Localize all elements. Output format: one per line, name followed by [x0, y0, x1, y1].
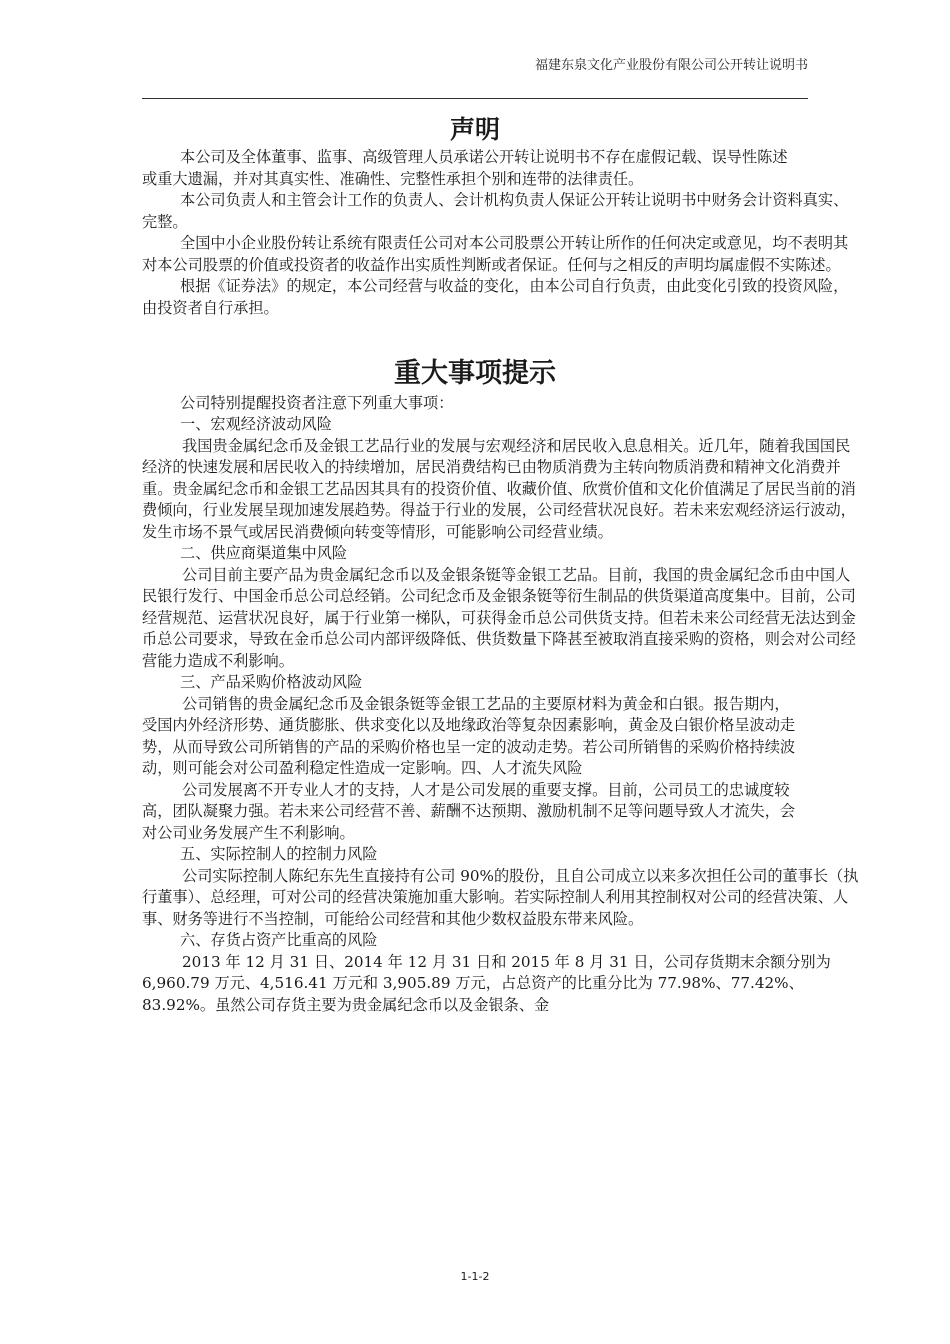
document-header: 福建东泉文化产业股份有限公司公开转让说明书: [534, 58, 808, 73]
declaration-paragraph: 本公司负责人和主管会计工作的负责人、会计机构负责人保证公开转让说明书中财务会计资料真实、完整。: [142, 191, 849, 231]
risk-paragraph: 公司发展离不开专业人才的支持，人才是公司发展的重要支撑。目前，公司员工的忠诚度较高，团队凝聚力强。若未来公司经营不善、薪酬不达预期、激励机制不足等问题导致人才流失，会对公司业务发展产生不利影响。: [142, 780, 796, 842]
declaration-paragraph: 本公司及全体董事、监事、高级管理人员承诺公开转让说明书不存在虚假记载、误导性陈述或重大遗漏，并对其真实性、准确性、完整性承担个别和连带的法律责任。: [142, 148, 788, 188]
risk-paragraph: 公司目前主要产品为贵金属纪念币以及金银条铤等金银工艺品。目前，我国的贵金属纪念币由中国人民银行发行、中国金币总公司总经销。公司纪念币及金银条铤等衍生制品的供货渠道高度集中。目前，公司经营规范、运营状况良好，属于行业第一梯队，可获得金币总公司供货支持。但若未来公司经营无法达到金币总公司要求，导致在金币总公司内部评级降低、供货数量下降甚至被取消直接采购的资格，则会对公司经营能力造成不利影响。: [142, 565, 856, 670]
header-divider: [142, 98, 808, 99]
risk-heading: 二、供应商渠道集中风险: [180, 544, 348, 563]
document-body: [142, 112, 862, 1016]
declaration-paragraph: 根据《证券法》的规定，本公司经营与收益的变化，由本公司自行负责，由此变化引致的投资风险，由投资者自行承担。: [142, 277, 849, 317]
risk-heading-inline: 四、人才流失风险: [460, 759, 583, 778]
intro-text: 公司特别提醒投资者注意下列重大事项：: [180, 393, 454, 412]
risk-heading: 六、存货占资产比重高的风险: [180, 931, 378, 950]
page-number: 1-1-2: [460, 1270, 490, 1283]
risk-heading: 五、实际控制人的控制力风险: [180, 845, 378, 864]
risk-paragraph-text: 公司销售的贵金属纪念币及金银条铤等金银工艺品的主要原材料为黄金和白银。报告期内，受国内外经济形势、通货膨胀、供求变化以及地缘政治等复杂因素影响，黄金及白银价格呈波动走势，从而导致公司所销售的产品的采购价格也呈一定的波动走势。若公司所销售的采购价格持续波动，则可能会对公司盈利稳定性造成一定影响。: [142, 694, 796, 778]
risk-paragraph: 2013 年 12 月 31 日、2014 年 12 月 31 日和 2015 年 8 月 31 日，公司存货期末余额分别为 6,960.79 万元、4,516.41 万元和 3,905.89 万元，占总资产的比重分比为 77.98%、77.42%、83.92%。虽然公司存货主要为贵金属纪念币以及金银条、金: [142, 952, 831, 1014]
major-matters-title: 重大事项提示: [394, 358, 556, 389]
risk-paragraph: [142, 694, 802, 780]
risk-paragraph: 公司实际控制人陈纪东先生直接持有公司 90%的股份，且自公司成立以来多次担任公司的董事长（执行董事）、总经理，可对公司的经营决策施加重大影响。若实际控制人利用其控制权对公司的经营决策、人事、财务等进行不当控制，可能给公司经营和其他少数权益股东带来风险。: [142, 866, 859, 928]
declaration-paragraph: 全国中小企业股份转让系统有限责任公司对本公司股票公开转让所作的任何决定或意见，均不表明其对本公司股票的价值或投资者的收益作出实质性判断或者保证。任何与之相反的声明均属虚假不实陈述。: [142, 234, 849, 274]
risk-paragraph: 我国贵金属纪念币及金银工艺品行业的发展与宏观经济和居民收入息息相关。近几年，随着我国国民经济的快速发展和居民收入的持续增加，居民消费结构已由物质消费为主转向物质消费和精神文化消费并重。贵金属纪念币和金银工艺品因其具有的投资价值、收藏价值、欣赏价值和文化价值满足了居民当前的消费倾向，行业发展呈现加速发展趋势。得益于行业的发展，公司经营状况良好。若未来宏观经济运行波动，发生市场不景气或居民消费倾向转变等情形，可能影响公司经营业绩。: [142, 436, 856, 541]
risk-heading: 一、宏观经济波动风险: [180, 415, 332, 434]
declaration-title: 声明: [449, 115, 500, 144]
risk-heading: 三、产品采购价格波动风险: [180, 673, 363, 692]
